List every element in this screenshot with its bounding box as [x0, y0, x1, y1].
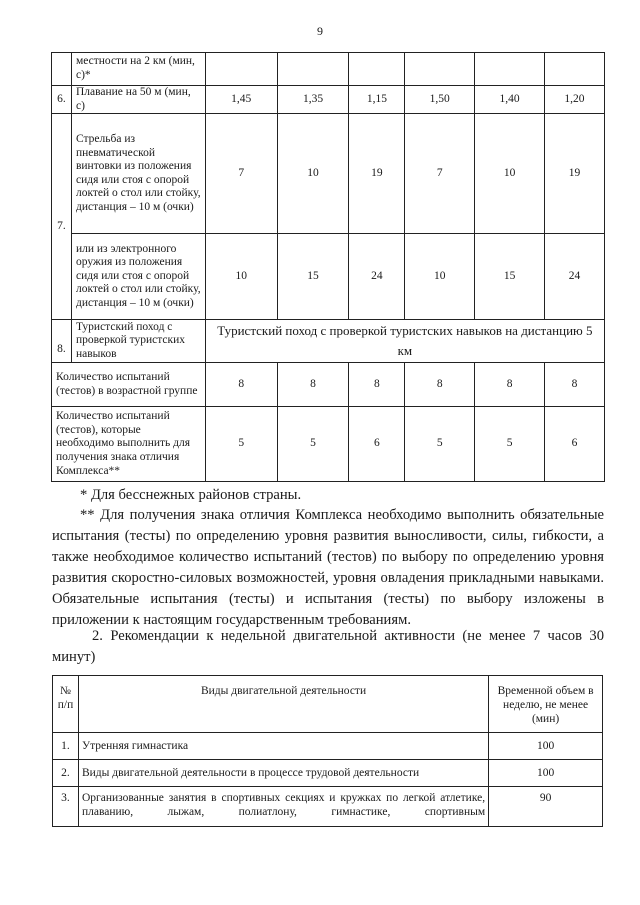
cell-value: 8 [405, 363, 475, 407]
cell-value: 8 [277, 363, 349, 407]
row-number: 1. [53, 733, 79, 760]
row-number: 8. [52, 320, 72, 363]
cell-value: 8 [475, 363, 545, 407]
cell-value: 19 [349, 114, 405, 234]
row-number: 3. [53, 787, 79, 827]
cell-value: 1,50 [405, 86, 475, 114]
cell-value: 8 [205, 363, 277, 407]
cell-value: 10 [405, 234, 475, 320]
table-row [52, 363, 605, 407]
row-label: или из электронного оружия из положения сидя или стоя с опорой локтей о стол или стойку, дистанция – 10 м (очки) [71, 234, 205, 320]
header-number: № п/п [53, 676, 79, 733]
activity-table [52, 675, 603, 827]
cell-value: 1,40 [475, 86, 545, 114]
row-label: Количество испытаний (тестов) в возрастной группе [52, 363, 206, 407]
merged-cell: Туристский поход с проверкой туристских навыков на дистанцию 5 км [205, 320, 604, 363]
row-label: Стрельба из пневматической винтовки из положения сидя или стоя с опорой локтей о стол или стойку, дистанция – 10 м (очки) [71, 114, 205, 234]
standards-table [51, 52, 605, 482]
table-header-row [53, 676, 603, 733]
activity-name: Виды двигательной деятельности в процессе трудовой деятельности [78, 760, 488, 787]
row-label: местности на 2 км (мин, с)* [71, 53, 205, 86]
row-number: 6. [52, 86, 72, 114]
cell-value: 1,15 [349, 86, 405, 114]
cell-value: 15 [475, 234, 545, 320]
footnote-badge: ** Для получения знака отличия Комплекса необходимо выполнить обязательные испытания (тесты) по определению уровня развития выносливости, силы, гибкости, а также необходимое количество испытаний (тестов) по выбору по определению уровня развития скоростно-силовых возможностей, уровня овладения прикладными навыками. Обязательные испытания (тесты) и испытания (тесты) по выбору изложены в приложении к настоящим государственным требованиям. [52, 507, 604, 628]
table-row [53, 760, 603, 787]
time-value: 100 [489, 760, 603, 787]
table-row [53, 733, 603, 760]
table-row [52, 407, 605, 482]
cell-value: 6 [349, 407, 405, 482]
header-time: Временной объем в неделю, не менее (мин) [489, 676, 603, 733]
activity-name: Организованные занятия в спортивных секциях и кружках по легкой атлетике, плаванию, лыжам, полиатлону, гимнастике, спортивным [78, 787, 488, 827]
cell-value: 7 [205, 114, 277, 234]
time-value: 90 [489, 787, 603, 827]
table-row [52, 234, 605, 320]
cell-value: 7 [405, 114, 475, 234]
cell-value: 10 [205, 234, 277, 320]
table-row [52, 53, 605, 86]
row-label: Количество испытаний (тестов), которые необходимо выполнить для получения знака отличия Комплекса** [52, 407, 206, 482]
cell-value: 8 [544, 363, 604, 407]
time-value: 100 [489, 733, 603, 760]
table-row [53, 787, 603, 827]
cell-value: 19 [544, 114, 604, 234]
row-number: 2. [53, 760, 79, 787]
footnote-snowless: * Для бесснежных районов страны. [80, 487, 302, 503]
row-label: Туристский поход с проверкой туристских навыков [71, 320, 205, 363]
row-number [52, 53, 72, 86]
section-heading: 2. Рекомендации к недельной двигательной активности (не менее 7 часов 30 минут) [52, 628, 604, 665]
cell-value: 10 [277, 114, 349, 234]
activity-name: Утренняя гимнастика [78, 733, 488, 760]
cell-value: 5 [277, 407, 349, 482]
cell-value: 1,20 [544, 86, 604, 114]
row-label: Плавание на 50 м (мин, с) [71, 86, 205, 114]
cell-value: 1,45 [205, 86, 277, 114]
cell-value: 24 [544, 234, 604, 320]
cell-value: 8 [349, 363, 405, 407]
cell-value: 5 [475, 407, 545, 482]
cell-value: 5 [205, 407, 277, 482]
header-activity: Виды двигательной деятельности [78, 676, 488, 733]
cell-value: 6 [544, 407, 604, 482]
table-row [52, 114, 605, 234]
cell-value: 5 [405, 407, 475, 482]
table-row [52, 320, 605, 363]
row-number: 7. [52, 114, 72, 320]
cell-value: 15 [277, 234, 349, 320]
cell-value: 10 [475, 114, 545, 234]
page-number: 9 [317, 24, 323, 38]
table-row [52, 86, 605, 114]
cell-value: 1,35 [277, 86, 349, 114]
cell-value: 24 [349, 234, 405, 320]
